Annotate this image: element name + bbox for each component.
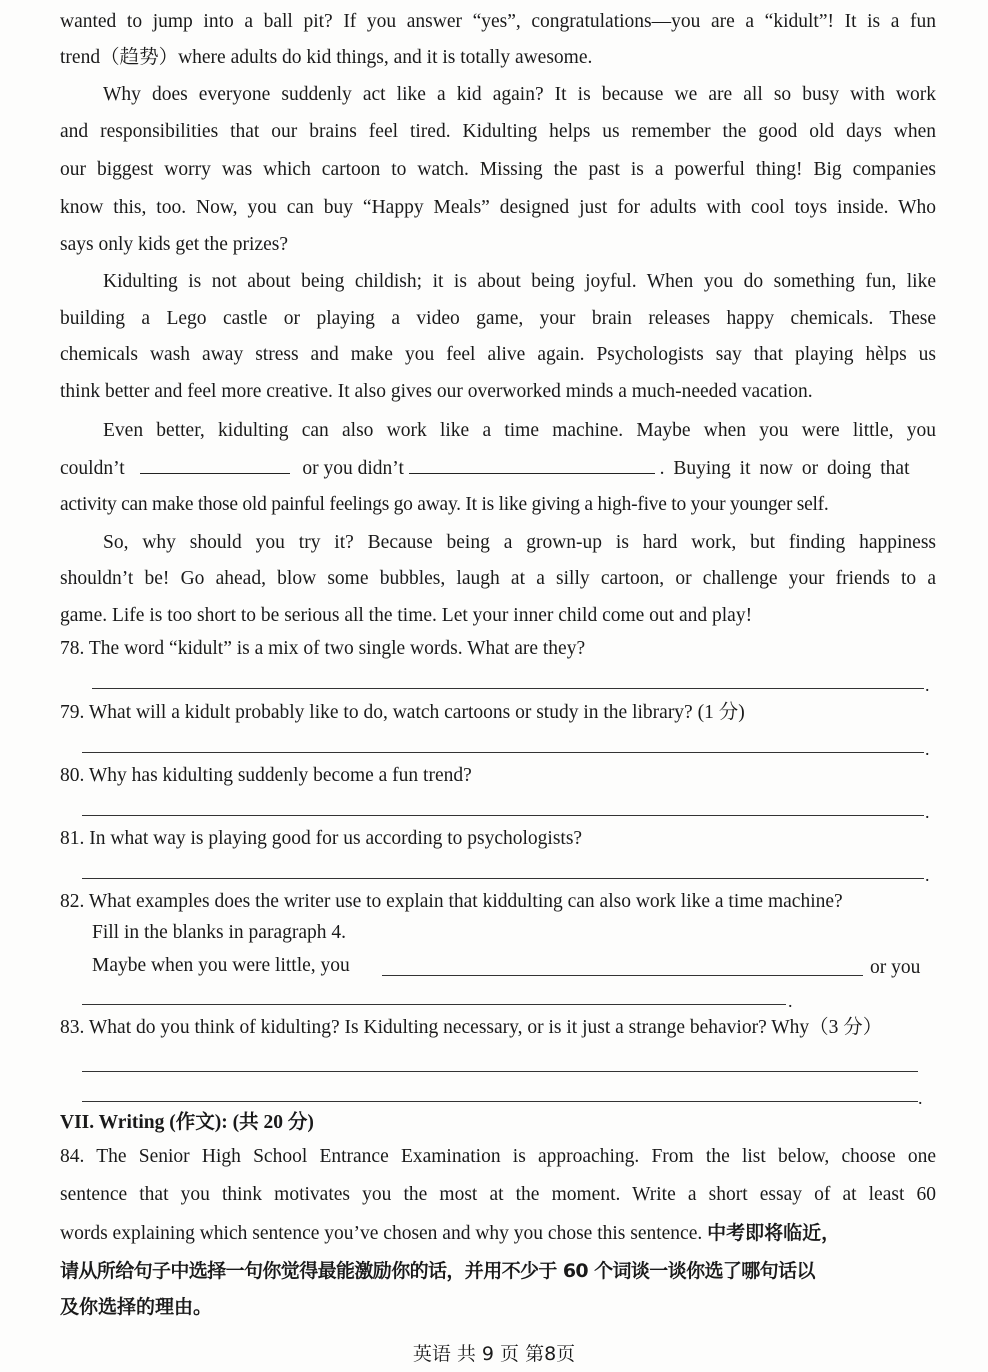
passage-blank-2 [409,453,655,474]
question-82-fill-prompt: Maybe when you were little, you [92,955,350,976]
passage-line: know this, too. Now, you can buy “Happy Meals” designed just for adults with cool toys inside. Who [60,197,936,218]
question-82-instruction: Fill in the blanks in paragraph 4. [92,922,346,943]
question-82: 82. What examples does the writer use to explain that kiddulting can also work like a time machine? [60,891,843,912]
question-80: 80. Why has kidulting suddenly become a fun trend? [60,765,472,786]
passage-blank-1 [140,453,290,474]
passage-line: trend（趋势）where adults do kid things, and it is totally awesome. [60,47,593,68]
question-78: 78. The word “kidult” is a mix of two single words. What are they? [60,638,586,659]
passage-text: or you didn’t [302,458,404,479]
answer-period: . [788,991,793,1011]
passage-text: . Buying it now or doing that [659,458,910,479]
passage-line: shouldn’t be! Go ahead, blow some bubbles, laugh at a silly cartoon, or challenge your friends to a [60,568,936,589]
passage-line: game. Life is too short to be serious all the time. Let your inner child come out and play! [60,605,753,626]
page-footer: 英语 共 9 页 第8页 [412,1343,576,1365]
passage-line: Why does everyone suddenly act like a kid again? It is because we are all so busy with work [103,84,936,105]
answer-line-78[interactable] [92,688,924,689]
passage-line: and responsibilities that our brains feel tired. Kidulting helps us remember the good old days when [60,121,936,142]
question-84-chinese-line: 请从所给句子中选择一句你觉得最能激励你的话，并用不少于 60 个词谈一谈你选了哪句话以 [60,1260,815,1282]
answer-period: . [925,675,930,695]
answer-period: . [925,802,930,822]
passage-line: activity can make those old painful feelings go away. It is like giving a high-five to your younger self. [60,494,829,515]
question-82-fill-connector: or you [870,957,921,978]
answer-line-82a[interactable] [382,975,863,976]
answer-period: . [925,865,930,885]
answer-line-81[interactable] [82,878,924,879]
passage-line: our biggest worry was which cartoon to watch. Missing the past is a powerful thing! Big companies [60,159,936,180]
question-84-chinese-line: 及你选择的理由。 [60,1296,213,1318]
passage-line: Even better, kidulting can also work like a time machine. Maybe when you were little, you [103,420,936,441]
question-83: 83. What do you think of kidulting? Is Kidulting necessary, or is it just a strange behavior? Why（3 分） [60,1017,883,1038]
question-84-text: words explaining which sentence you’ve chosen and why you chose this sentence. [60,1223,708,1244]
answer-line-83b[interactable] [82,1101,918,1102]
passage-line: chemicals wash away stress and make you feel alive again. Psychologists say that playing hèlps us [60,344,936,365]
question-84-line [60,1218,936,1249]
answer-line-79[interactable] [82,752,924,753]
answer-line-82b[interactable] [82,1004,786,1005]
question-81: 81. In what way is playing good for us according to psychologists? [60,828,583,849]
answer-period: . [918,1088,923,1108]
passage-text: couldn’t [60,458,125,479]
passage-line: think better and feel more creative. It also gives our overworked minds a much-needed vacation. [60,381,813,402]
passage-line: Kidulting is not about being childish; it is about being joyful. When you do something fun, like [103,271,936,292]
question-84-line: sentence that you think motivates you the most at the moment. Write a short essay of at least 60 [60,1184,936,1205]
answer-period: . [925,739,930,759]
question-84-line: 84. The Senior High School Entrance Examination is approaching. From the list below, choose one [60,1146,936,1167]
section-heading-writing: VII. Writing (作文): (共 20 分) [60,1112,314,1133]
passage-line: So, why should you try it? Because being a grown-up is hard work, but finding happiness [103,532,936,553]
passage-line: building a Lego castle or playing a video game, your brain releases happy chemicals. These [60,308,936,329]
answer-line-80[interactable] [82,815,924,816]
passage-line: wanted to jump into a ball pit? If you answer “yes”, congratulations—you are a “kidult”! It is a fun [60,11,936,32]
passage-line: says only kids get the prizes? [60,234,288,255]
answer-line-83a[interactable] [82,1071,918,1072]
question-79: 79. What will a kidult probably like to do, watch cartoons or study in the library? (1 分) [60,702,745,723]
question-84-chinese-text: 中考即将临近， [707,1222,841,1244]
passage-line-with-blanks [60,453,936,484]
